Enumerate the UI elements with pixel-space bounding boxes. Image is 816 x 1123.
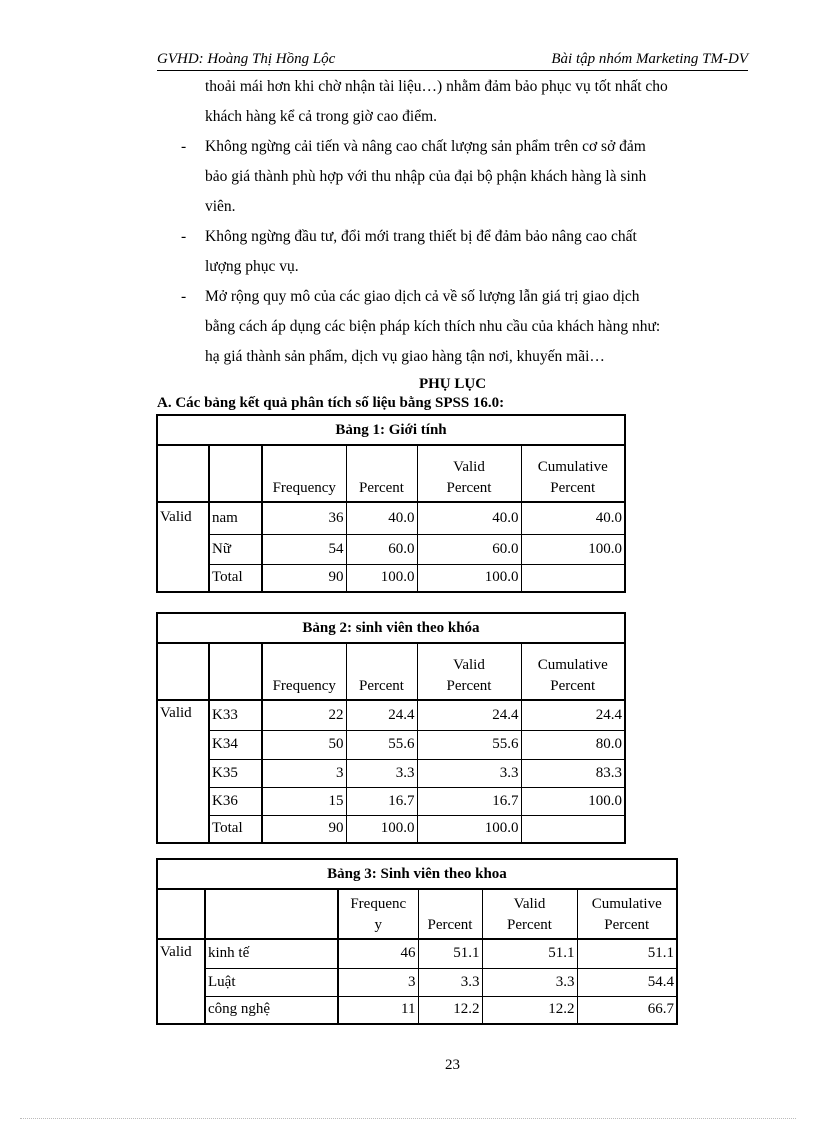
table-row: Nữ 54 60.0 60.0 100.0 bbox=[157, 534, 625, 564]
bullet-marker: - bbox=[181, 228, 187, 245]
col-cumulative-percent: Cumulative Percent bbox=[521, 445, 625, 502]
bullet-marker: - bbox=[181, 288, 187, 305]
table-row: Luật 3 3.3 3.3 54.4 bbox=[157, 968, 677, 996]
page-bottom-divider bbox=[20, 1118, 796, 1119]
row-group-label: Valid bbox=[157, 502, 209, 592]
bullet-line: Không ngừng cải tiến và nâng cao chất lượng sản phẩm trên cơ sở đảm bbox=[205, 138, 646, 155]
table-row: Valid kinh tế 46 51.1 51.1 51.1 bbox=[157, 939, 677, 968]
paragraph-line: khách hàng kể cả trong giờ cao điểm. bbox=[205, 108, 438, 125]
page-number: 23 bbox=[445, 1057, 460, 1073]
table-row: K36 15 16.7 16.7 100.0 bbox=[157, 787, 625, 815]
table-row: công nghệ 11 12.2 12.2 66.7 bbox=[157, 996, 677, 1024]
table-row: Total 90 100.0 100.0 bbox=[157, 815, 625, 843]
table-row: Valid nam 36 40.0 40.0 40.0 bbox=[157, 502, 625, 534]
col-percent: Percent bbox=[346, 445, 417, 502]
appendix-subtitle: A. Các bảng kết quả phân tích số liệu bằng SPSS 16.0: bbox=[157, 395, 505, 411]
table-faculty bbox=[156, 858, 678, 1025]
bullet-marker: - bbox=[181, 138, 187, 155]
table-row: Total 90 100.0 100.0 bbox=[157, 564, 625, 592]
table-row: K34 50 55.6 55.6 80.0 bbox=[157, 730, 625, 759]
col-frequency: Frequenc y bbox=[338, 889, 418, 939]
page-header bbox=[157, 50, 748, 71]
col-cumulative-percent: Cumulative Percent bbox=[577, 889, 677, 939]
row-group-label: Valid bbox=[157, 700, 209, 843]
table-caption: Bảng 1: Giới tính bbox=[157, 415, 625, 445]
table-caption: Bảng 3: Sinh viên theo khoa bbox=[157, 859, 677, 889]
table-row: Valid K33 22 24.4 24.4 24.4 bbox=[157, 700, 625, 730]
table-gender bbox=[156, 414, 626, 593]
table-caption: Bảng 2: sinh viên theo khóa bbox=[157, 613, 625, 643]
bullet-line: bảo giá thành phù hợp với thu nhập của đại bộ phận khách hàng là sinh bbox=[205, 168, 647, 185]
col-percent: Percent bbox=[418, 889, 482, 939]
col-valid-percent: Valid Percent bbox=[417, 445, 521, 502]
bullet-line: Không ngừng đầu tư, đổi mới trang thiết bị để đảm bảo nâng cao chất bbox=[205, 228, 637, 245]
bullet-line: hạ giá thành sản phẩm, dịch vụ giao hàng tận nơi, khuyến mãi… bbox=[205, 348, 605, 365]
bullet-line: Mở rộng quy mô của các giao dịch cả về số lượng lẫn giá trị giao dịch bbox=[205, 288, 640, 305]
paragraph-line: thoải mái hơn khi chờ nhận tài liệu…) nhằm đảm bảo phục vụ tốt nhất cho bbox=[205, 78, 668, 95]
col-valid-percent: Valid Percent bbox=[417, 643, 521, 700]
header-course: Bài tập nhóm Marketing TM-DV bbox=[551, 51, 748, 67]
bullet-line: viên. bbox=[205, 198, 236, 215]
table-course-year bbox=[156, 612, 626, 844]
col-percent: Percent bbox=[346, 643, 417, 700]
col-frequency: Frequency bbox=[262, 643, 346, 700]
col-valid-percent: Valid Percent bbox=[482, 889, 577, 939]
col-cumulative-percent: Cumulative Percent bbox=[521, 643, 625, 700]
bullet-line: lượng phục vụ. bbox=[205, 258, 299, 275]
table-row: K35 3 3.3 3.3 83.3 bbox=[157, 759, 625, 787]
header-instructor: GVHD: Hoàng Thị Hồng Lộc bbox=[157, 51, 336, 67]
bullet-line: bằng cách áp dụng các biện pháp kích thích nhu cầu của khách hàng như: bbox=[205, 318, 661, 335]
row-group-label: Valid bbox=[157, 939, 205, 1024]
appendix-title: PHỤ LỤC bbox=[418, 376, 487, 392]
col-frequency: Frequency bbox=[262, 445, 346, 502]
